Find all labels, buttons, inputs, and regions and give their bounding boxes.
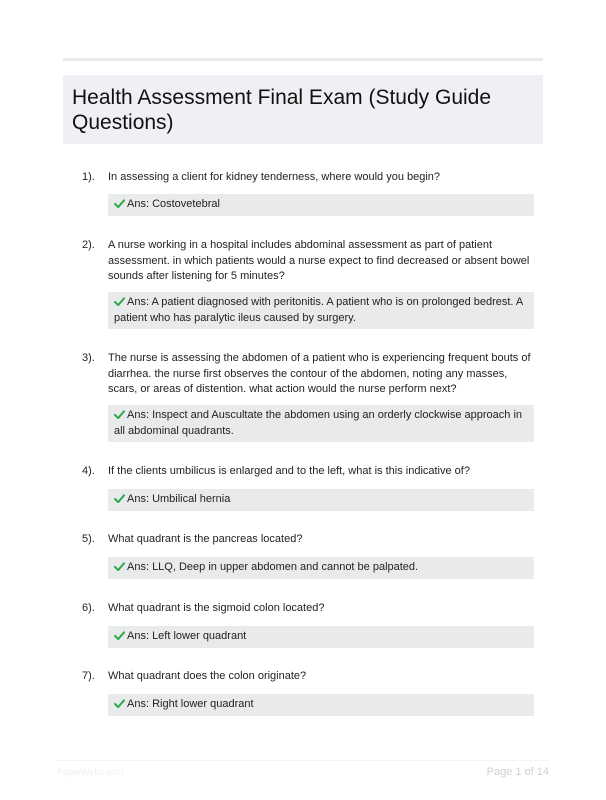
footer-site: PaperWebs.com: [57, 767, 124, 777]
answer-box: [108, 694, 534, 716]
question-text: What quadrant is the pancreas located?: [108, 533, 303, 545]
title-banner: [63, 75, 543, 144]
question-text: What quadrant is the sigmoid colon located?: [108, 602, 325, 614]
answer-box: [108, 557, 534, 579]
answer-text: Ans: Costovetebral: [127, 198, 220, 210]
answer-box: [108, 292, 534, 329]
check-icon: [114, 699, 125, 708]
question-number: 4).: [82, 465, 95, 477]
check-icon: [114, 410, 125, 419]
question-number: 1).: [82, 171, 95, 183]
answer-text: Ans: A patient diagnosed with peritonitis. A patient who is on prolonged bedrest. A patient who has paralytic ileus caused by surgery.: [114, 296, 523, 324]
question-text: The nurse is assessing the abdomen of a patient who is experiencing frequent bouts of diarrhea. the nurse first observes the contour of the abdomen, noting any masses, scars, or areas of distention. what action would the nurse perform next?: [108, 352, 531, 395]
question-number: 5).: [82, 533, 95, 545]
check-icon: [114, 494, 125, 503]
question-number: 3).: [82, 352, 95, 364]
answer-text: Ans: Left lower quadrant: [127, 630, 247, 642]
answer-box: [108, 405, 534, 442]
check-icon: [114, 631, 125, 640]
question-number: 6).: [82, 602, 95, 614]
question-text: If the clients umbilicus is enlarged and to the left, what is this indicative of?: [108, 465, 470, 477]
question-text: What quadrant does the colon originate?: [108, 670, 307, 682]
answer-text: Ans: Right lower quadrant: [127, 698, 254, 710]
answer-text: Ans: LLQ, Deep in upper abdomen and cannot be palpated.: [127, 561, 419, 573]
question-text: A nurse working in a hospital includes abdominal assessment as part of patient assessment. in which patients would a nurse expect to find decreased or absent bowel sounds after listening for 5 minutes?: [108, 239, 530, 282]
answer-box: [108, 194, 534, 216]
question-text: In assessing a client for kidney tenderness, where would you begin?: [108, 171, 441, 183]
answer-text: Ans: Umbilical hernia: [127, 493, 231, 505]
answer-text: Ans: Inspect and Auscultate the abdomen using an orderly clockwise approach in all abdominal quadrants.: [114, 409, 523, 437]
answer-box: [108, 489, 534, 511]
question-number: 2).: [82, 239, 95, 251]
page-indicator: Page 1 of 14: [486, 766, 549, 778]
page-title: Health Assessment Final Exam (Study Guide Questions): [72, 86, 492, 134]
top-divider: [63, 58, 543, 61]
question-number: 7).: [82, 670, 95, 682]
answer-box: [108, 626, 534, 648]
check-icon: [114, 562, 125, 571]
check-icon: [114, 199, 125, 208]
check-icon: [114, 297, 125, 306]
footer-divider: [57, 760, 549, 761]
